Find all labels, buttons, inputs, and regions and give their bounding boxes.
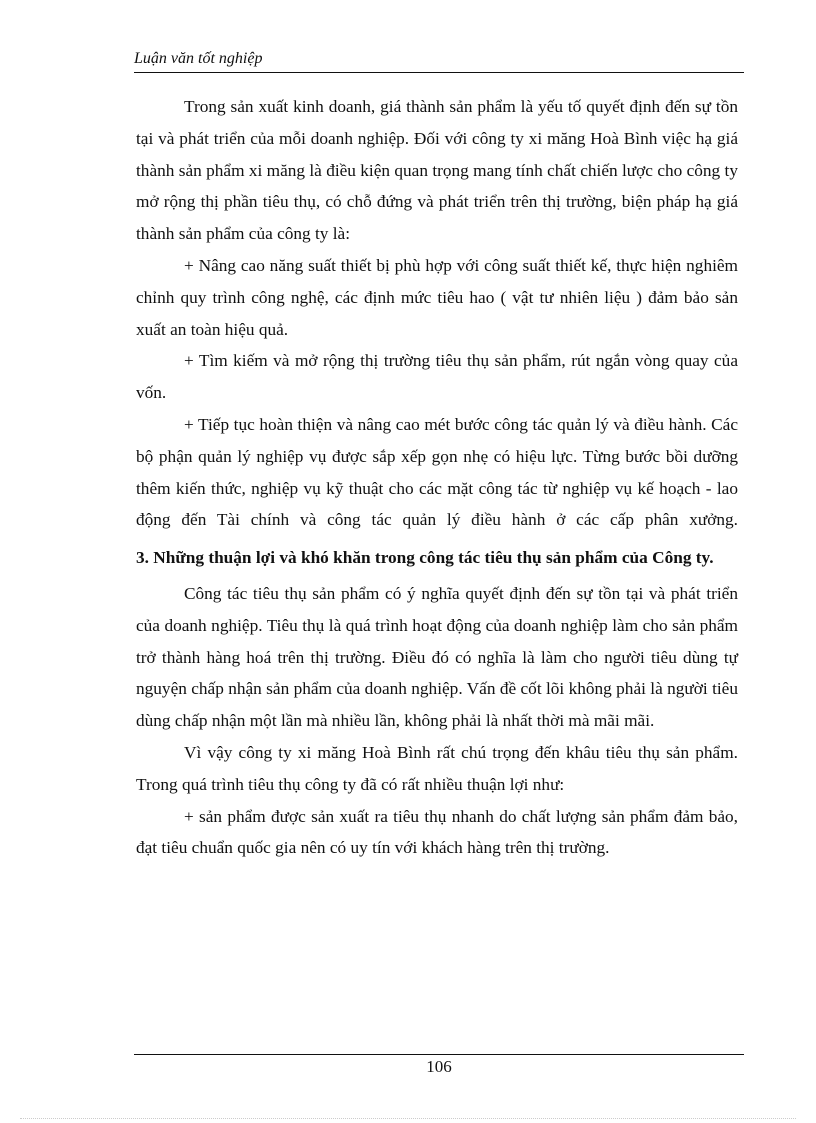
footer-divider [134,1054,744,1055]
header-divider [134,72,744,73]
paragraph-product-quality: + sản phẩm được sản xuất ra tiêu thụ nhanh do chất lượng sản phẩm đảm bảo, đạt tiêu chuẩn quốc gia nên có uy tín với khách hàng trên thị trường. [136,806,738,858]
page-number: 106 [426,1057,452,1076]
paragraph-consumption-role: Công tác tiêu thụ sản phẩm có ý nghĩa quyết định đến sự tồn tại và phát triển của doanh nghiệp. Tiêu thụ là quá trình hoạt động của doanh nghiệp làm cho sản phẩm trở thành hàng hoá trên thị trường. Điều đó có nghĩa là làm cho người tiêu dùng tự nguyện chấp nhận sản phẩm của doanh nghiệp. Vấn đề cốt lõi không phải là người tiêu dùng chấp nhận một lần mà nhiều lần, không phải là nhất thời mà mãi mãi. [136,583,738,731]
body-text [136,91,738,864]
section-heading: 3. Những thuận lợi và khó khăn trong công tác tiêu thụ sản phẩm của Công ty. [136,548,714,568]
page-bottom-border [20,1118,796,1119]
paragraph-market-expansion: + Tìm kiếm và mở rộng thị trường tiêu thụ sản phẩm, rút ngắn vòng quay của vốn. [136,351,738,403]
paragraph-management: + Tiếp tục hoàn thiện và nâng cao mét bước công tác quản lý và điều hành. Các bộ phận quản lý nghiệp vụ được sắp xếp gọn nhẹ có hiệu lực. Từng bước bồi dưỡng thêm kiến thức, nghiệp vụ kỹ thuật cho các mặt công tác từ nghiệp vụ kế hoạch - lao động đến Tài chính và công tác quản lý điều hành ở các cấp phân xưởng. [136,414,738,530]
running-header: Luận văn tốt nghiệp [134,50,263,67]
paragraph-cost-reduction: Trong sản xuất kinh doanh, giá thành sản phẩm là yếu tố quyết định đến sự tồn tại và phát triển của mỗi doanh nghiệp. Đối với công ty xi măng Hoà Bình việc hạ giá thành sản phẩm xi măng là điều kiện quan trọng mang tính chất chiến lược cho công ty mở rộng thị phần tiêu thụ, có chỗ đứng và phát triển trên thị trường, biện pháp hạ giá thành sản phẩm của công ty là: [136,97,738,244]
paragraph-company-focus: Vì vậy công ty xi măng Hoà Bình rất chú trọng đến khâu tiêu thụ sản phẩm. Trong quá trình tiêu thụ công ty đã có rất nhiều thuận lợi như: [136,742,738,794]
paragraph-productivity: + Nâng cao năng suất thiết bị phù hợp với công suất thiết kế, thực hiện nghiêm chỉnh quy trình công nghệ, các định mức tiêu hao ( vật tư nhiên liệu ) đảm bảo sản xuất an toàn hiệu quả. [136,255,738,339]
